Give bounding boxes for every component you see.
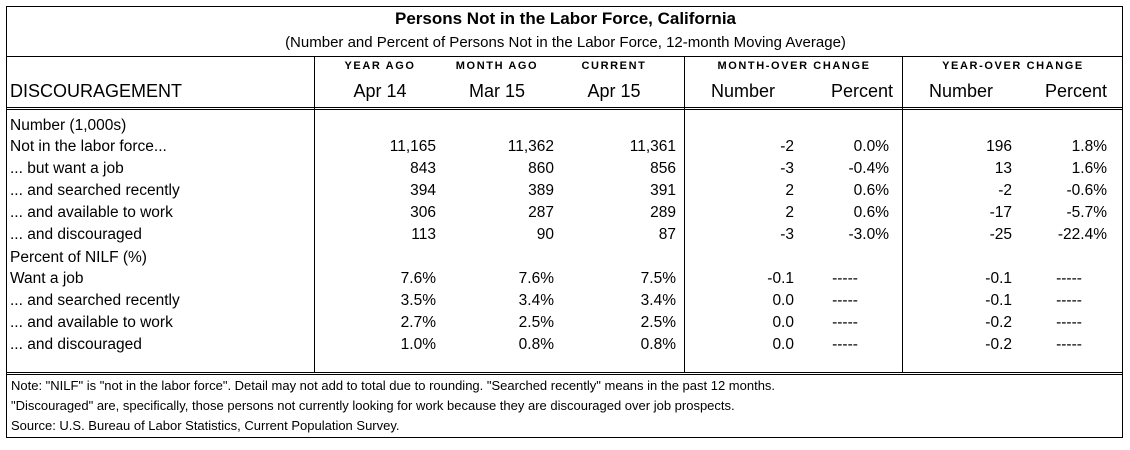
table-cell: 196 — [986, 138, 1012, 155]
table-cell: 306 — [410, 204, 436, 221]
table-cell: -0.6% — [1066, 182, 1107, 199]
group-header: CURRENT — [581, 60, 647, 72]
table-cell: 2 — [785, 204, 794, 221]
table-cell: 113 — [411, 226, 436, 243]
row-label: ... and discouraged — [10, 226, 142, 243]
divider-after-levels — [684, 57, 685, 372]
group-header: MONTH AGO — [455, 60, 539, 72]
table-cell: -0.1 — [985, 270, 1012, 287]
table-cell: 287 — [528, 204, 554, 221]
row-label: ... but want a job — [10, 160, 124, 177]
table-cell: -2 — [998, 182, 1012, 199]
table-cell: 1.6% — [1071, 160, 1107, 177]
table-cell: 90 — [536, 226, 554, 243]
section-label: Number (1,000s) — [10, 117, 127, 134]
column-header: Percent — [830, 81, 893, 101]
table-cell: ----- — [1056, 292, 1082, 309]
row-label: ... and searched recently — [10, 292, 180, 309]
table-cell: 394 — [410, 182, 436, 199]
table-cell: 0.6% — [853, 204, 889, 221]
table-cell: 87 — [658, 226, 676, 243]
table-cell: 0.0 — [772, 314, 794, 331]
rule-below-title — [7, 56, 1122, 57]
table-cell: 856 — [650, 160, 676, 177]
table-cell: 11,361 — [629, 138, 676, 155]
table-cell: 0.0% — [853, 138, 889, 155]
note-line: "Discouraged" are, specifically, those persons not currently looking for work because they are discouraged over job prospects. — [11, 398, 735, 413]
table-cell: -0.4% — [848, 160, 889, 177]
table-cell: -3.0% — [848, 226, 889, 243]
table-cell: 7.5% — [640, 270, 676, 287]
table-cell: -0.1 — [767, 270, 794, 287]
column-header: Percent — [1044, 81, 1107, 101]
row-label: Want a job — [10, 270, 84, 287]
row-label: ... and searched recently — [10, 182, 180, 199]
table-cell: -3 — [780, 160, 794, 177]
group-header: YEAR-OVER CHANGE — [942, 60, 1084, 72]
column-header: Apr 14 — [353, 81, 407, 101]
row-header-label: DISCOURAGEMENT — [10, 81, 183, 101]
table-cell: 7.6% — [400, 270, 436, 287]
section-label: Percent of NILF (%) — [10, 249, 147, 266]
row-label: ... and available to work — [10, 204, 173, 221]
table-cell: 843 — [410, 160, 436, 177]
divider-after-month-change — [902, 57, 903, 372]
divider-after-labels — [314, 57, 315, 372]
note-line: Source: U.S. Bureau of Labor Statistics, Current Population Survey. — [11, 418, 400, 433]
table-cell: 2.5% — [518, 314, 554, 331]
table-cell: -22.4% — [1057, 226, 1107, 243]
table-cell: ----- — [1056, 270, 1082, 287]
table-cell: 0.0 — [772, 336, 794, 353]
row-label: ... and discouraged — [10, 336, 142, 353]
table-cell: ----- — [832, 292, 858, 309]
row-label: ... and available to work — [10, 314, 173, 331]
row-label: Not in the labor force... — [10, 138, 167, 155]
table-cell: -0.2 — [985, 314, 1012, 331]
table-cell: -25 — [989, 226, 1012, 243]
group-header: YEAR AGO — [344, 60, 416, 72]
table-subtitle: (Number and Percent of Persons Not in the Labor Force, 12-month Moving Average) — [285, 34, 846, 51]
table-cell: -2 — [780, 138, 794, 155]
table-cell: -5.7% — [1066, 204, 1107, 221]
table-cell: 391 — [650, 182, 676, 199]
table-title: Persons Not in the Labor Force, California — [395, 9, 736, 28]
table-cell: 11,165 — [389, 138, 436, 155]
table-cell: -3 — [780, 226, 794, 243]
column-header: Number — [710, 81, 776, 101]
table-cell: 7.6% — [518, 270, 554, 287]
table-cell: 3.5% — [400, 292, 436, 309]
table-cell: 11,362 — [507, 138, 554, 155]
rule-above-notes — [7, 372, 1122, 375]
table-cell: -0.2 — [985, 336, 1012, 353]
table-cell: 1.8% — [1071, 138, 1107, 155]
rule-below-header — [7, 107, 1122, 110]
table-frame — [6, 6, 1123, 438]
table-cell: ----- — [1056, 336, 1082, 353]
table-cell: 2.7% — [400, 314, 436, 331]
table-cell: 389 — [528, 182, 554, 199]
table-cell: 0.8% — [640, 336, 676, 353]
table-cell: 13 — [994, 160, 1012, 177]
table-cell: 289 — [650, 204, 676, 221]
table-cell: 2.5% — [640, 314, 676, 331]
table-cell: 0.8% — [518, 336, 554, 353]
table-cell: 3.4% — [518, 292, 554, 309]
table-cell: ----- — [832, 314, 858, 331]
table-cell: ----- — [832, 336, 858, 353]
table-cell: 1.0% — [400, 336, 436, 353]
table-cell: 0.6% — [853, 182, 889, 199]
column-header: Number — [928, 81, 994, 101]
table-cell: 0.0 — [772, 292, 794, 309]
table-cell: ----- — [1056, 314, 1082, 331]
table-cell: -17 — [989, 204, 1012, 221]
note-line: Note: "NILF" is "not in the labor force". Detail may not add to total due to rounding. "Searched recently" means in the past 12 months. — [11, 378, 776, 393]
table-cell: 3.4% — [640, 292, 676, 309]
table-cell: 2 — [785, 182, 794, 199]
column-header: Mar 15 — [468, 81, 526, 101]
group-header: MONTH-OVER CHANGE — [717, 60, 871, 72]
table-cell: ----- — [832, 270, 858, 287]
table-cell: 860 — [528, 160, 554, 177]
table-cell: -0.1 — [985, 292, 1012, 309]
column-header: Apr 15 — [587, 81, 641, 101]
